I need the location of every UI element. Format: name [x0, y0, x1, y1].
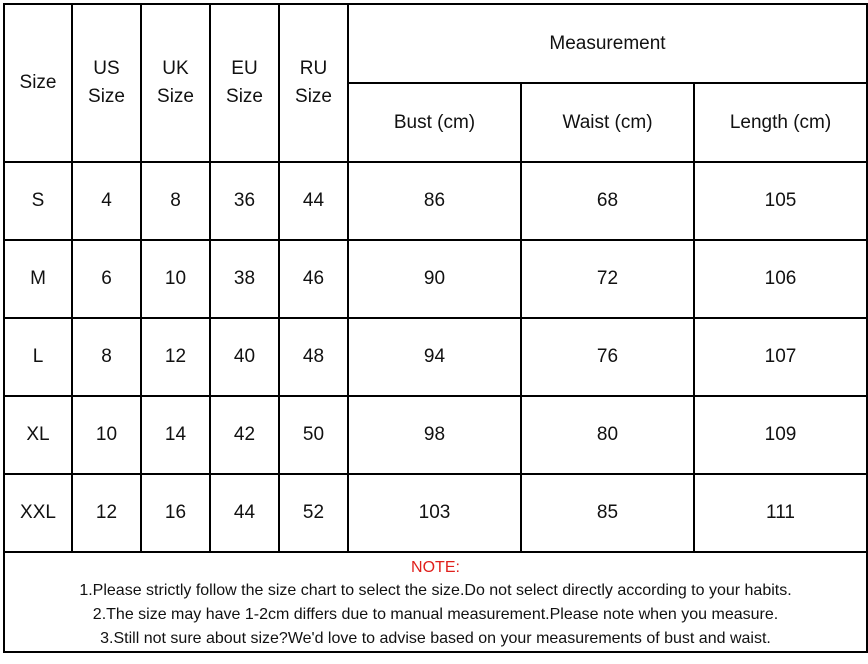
cell-waist: 68 [521, 162, 694, 240]
header-uk-label: UK [162, 58, 189, 79]
header-eu-size-label: Size [226, 86, 263, 107]
cell-bust: 86 [348, 162, 521, 240]
cell-size: S [4, 162, 72, 240]
note-row [4, 552, 867, 652]
cell-eu: 44 [210, 474, 279, 552]
cell-ru: 46 [279, 240, 348, 318]
table-row [4, 240, 867, 318]
header-us-size [72, 4, 141, 162]
header-eu-size [210, 4, 279, 162]
cell-length: 106 [694, 240, 867, 318]
note-cell [4, 552, 867, 652]
cell-eu: 40 [210, 318, 279, 396]
header-uk-size-label: Size [157, 86, 194, 107]
cell-bust: 103 [348, 474, 521, 552]
size-chart [3, 3, 866, 662]
header-ru-label: RU [299, 58, 328, 79]
cell-size: XXL [4, 474, 72, 552]
table-row [4, 318, 867, 396]
header-bust: Bust (cm) [348, 83, 521, 162]
cell-ru: 44 [279, 162, 348, 240]
header-uk-size [141, 4, 210, 162]
cell-uk: 14 [141, 396, 210, 474]
cell-waist: 85 [521, 474, 694, 552]
header-ru-size-label: Size [295, 86, 332, 107]
header-waist: Waist (cm) [521, 83, 694, 162]
header-ru-size [279, 4, 348, 162]
header-size: Size [4, 4, 72, 162]
cell-us: 8 [72, 318, 141, 396]
cell-ru: 50 [279, 396, 348, 474]
note-line-2: 2.The size may have 1-2cm differs due to manual measurement.Please note when you measure. [92, 606, 779, 623]
cell-eu: 36 [210, 162, 279, 240]
cell-us: 6 [72, 240, 141, 318]
cell-bust: 90 [348, 240, 521, 318]
note-line-3: 3.Still not sure about size?We'd love to advise based on your measurements of bust and waist. [100, 630, 771, 647]
cell-bust: 98 [348, 396, 521, 474]
cell-uk: 8 [141, 162, 210, 240]
header-length: Length (cm) [694, 83, 867, 162]
cell-length: 105 [694, 162, 867, 240]
cell-bust: 94 [348, 318, 521, 396]
note-block [5, 553, 866, 651]
table-row [4, 162, 867, 240]
note-line-1: 1.Please strictly follow the size chart to select the size.Do not select directly according to your habits. [79, 582, 792, 599]
cell-eu: 42 [210, 396, 279, 474]
header-eu-label: EU [231, 58, 258, 79]
cell-waist: 80 [521, 396, 694, 474]
cell-ru: 48 [279, 318, 348, 396]
size-table [3, 3, 868, 653]
cell-ru: 52 [279, 474, 348, 552]
header-us-size-label: Size [88, 86, 125, 107]
header-measurement: Measurement [348, 4, 867, 83]
table-row [4, 396, 867, 474]
cell-uk: 16 [141, 474, 210, 552]
cell-uk: 12 [141, 318, 210, 396]
cell-size: XL [4, 396, 72, 474]
cell-size: L [4, 318, 72, 396]
table-row [4, 474, 867, 552]
cell-uk: 10 [141, 240, 210, 318]
header-us-label: US [93, 58, 120, 79]
cell-us: 4 [72, 162, 141, 240]
cell-size: M [4, 240, 72, 318]
cell-length: 111 [694, 474, 867, 552]
cell-us: 12 [72, 474, 141, 552]
cell-eu: 38 [210, 240, 279, 318]
cell-us: 10 [72, 396, 141, 474]
cell-waist: 72 [521, 240, 694, 318]
cell-length: 107 [694, 318, 867, 396]
cell-waist: 76 [521, 318, 694, 396]
cell-length: 109 [694, 396, 867, 474]
note-title: NOTE: [411, 559, 460, 576]
header-row-1 [4, 4, 867, 83]
